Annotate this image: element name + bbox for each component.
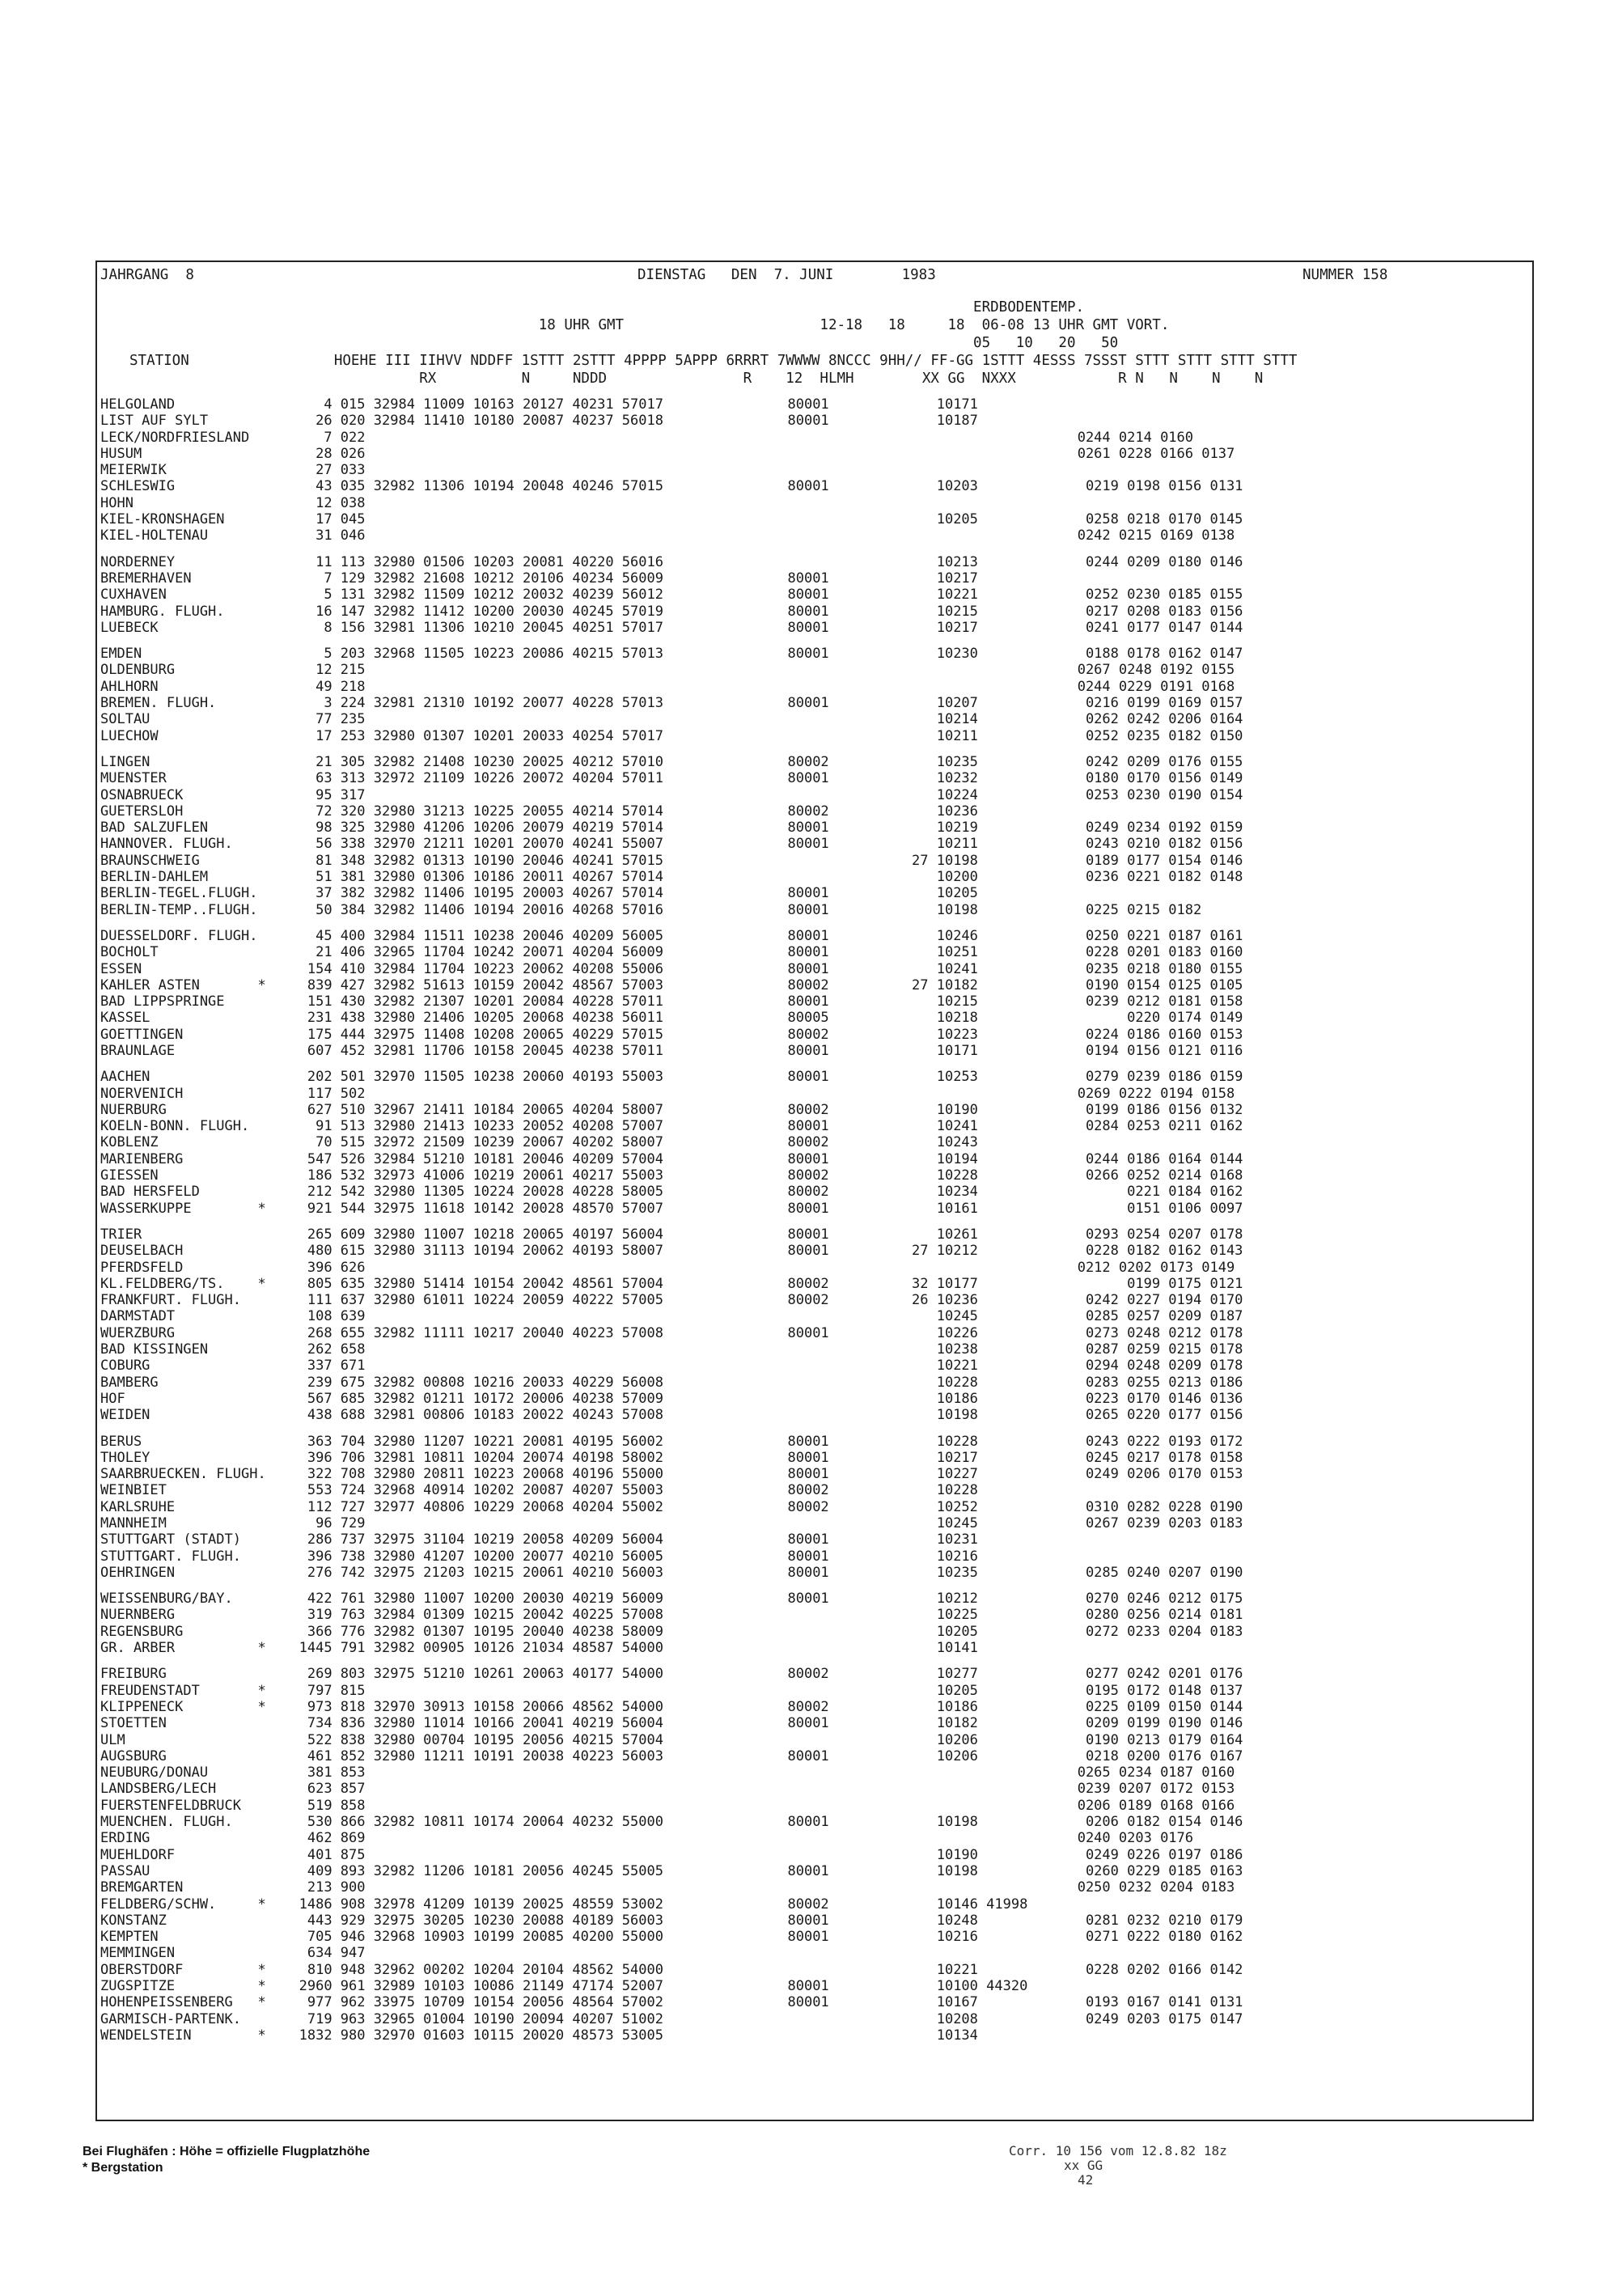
station-row: FREUDENSTADT * 797 815 10205 0195 0172 0148 0137 — [100, 1682, 1243, 1699]
station-row: HOF 567 685 32982 01211 10172 20006 40238 57009 10186 0223 0170 0146 0136 — [100, 1390, 1243, 1407]
station-row: WENDELSTEIN * 1832 980 32970 01603 10115 20020 48573 53005 10134 — [100, 2027, 978, 2044]
station-group — [100, 646, 1532, 744]
station-row: GOETTINGEN 175 444 32975 11408 10208 20065 40229 57015 80002 10223 0224 0186 0160 0153 — [100, 1026, 1243, 1043]
station-row: BERLIN-DAHLEM 51 381 32980 01306 10186 20011 40267 57014 10200 0236 0221 0182 0148 — [100, 869, 1243, 886]
station-row: BAD HERSFELD 212 542 32980 11305 10224 20028 40228 58005 80002 10234 0221 0184 0162 — [100, 1184, 1243, 1201]
station-row: SCHLESWIG 43 035 32982 11306 10194 20048 40246 57015 80001 10203 0219 0198 0156 0131 — [100, 478, 1243, 495]
station-row: NUERBURG 627 510 32967 21411 10184 20065 40204 58007 80002 10190 0199 0186 0156 0132 — [100, 1101, 1243, 1118]
station-row: KL.FELDBERG/TS. * 805 635 32980 51414 10154 20042 48561 57004 80002 32 10177 0199 0175 0121 — [100, 1275, 1243, 1292]
station-row: NORDERNEY 11 113 32980 01506 10203 20081 40220 56016 10213 0244 0209 0180 0146 — [100, 553, 1243, 570]
station-row: LIST AUF SYLT 26 020 32984 11410 10180 20087 40237 56018 80001 10187 — [100, 413, 978, 430]
station-row: KEMPTEN 705 946 32968 10903 10199 20085 40200 55000 80001 10216 0271 0222 0180 0162 — [100, 1929, 1243, 1946]
station-row: LUEBECK 8 156 32981 11306 10210 20045 40251 57017 80001 10217 0241 0177 0147 0144 — [100, 619, 1243, 636]
report-date: DIENSTAG DEN 7. JUNI 1983 — [637, 267, 936, 283]
station-row: TRIER 265 609 32980 11007 10218 20065 40197 56004 80001 10261 0293 0254 0207 0178 — [100, 1226, 1243, 1243]
station-row: MARIENBERG 547 526 32984 51210 10181 20046 40209 57004 80001 10194 0244 0186 0164 0144 — [100, 1150, 1243, 1167]
station-row: OEHRINGEN 276 742 32975 21203 10215 20061 40210 56003 80001 10235 0285 0240 0207 0190 — [100, 1564, 1243, 1581]
station-row: MUENSTER 63 313 32972 21109 10226 20072 40204 57011 80001 10232 0180 0170 0156 0149 — [100, 770, 1243, 787]
station-row: BAD KISSINGEN 262 658 10238 0287 0259 0215 0178 — [100, 1341, 1243, 1358]
station-row: NEUBURG/DONAU 381 853 0265 0234 0187 0160 — [100, 1764, 1235, 1781]
correction-line: xx GG — [1064, 2158, 1103, 2173]
footnote-airport-height: Bei Flughäfen : Höhe = offizielle Flugplatzhöhe — [83, 2145, 371, 2158]
station-row: HUSUM 28 026 0261 0228 0166 0137 — [100, 445, 1235, 462]
station-row: KAHLER ASTEN * 839 427 32982 51613 10159 20042 48567 57003 80002 27 10182 0190 0154 0125 0105 — [100, 976, 1243, 993]
station-row: DARMSTADT 108 639 10245 0285 0257 0209 0187 — [100, 1308, 1243, 1325]
station-row: NUERNBERG 319 763 32984 01309 10215 20042 40225 57008 10225 0280 0256 0214 0181 — [100, 1607, 1243, 1624]
column-header-line: RX N NDDD R 12 HLMH XX GG NXXX R N N N N — [129, 371, 1264, 387]
station-group — [100, 928, 1532, 1059]
station-row: FELDBERG/SCHW. * 1486 908 32978 41209 10139 20025 48559 53002 80002 10146 41998 — [100, 1896, 1028, 1913]
station-row: GUETERSLOH 72 320 32980 31213 10225 20055 40214 57014 80002 10236 — [100, 803, 978, 820]
report-number: NUMMER 158 — [1302, 267, 1388, 283]
station-row: MEMMINGEN 634 947 — [100, 1945, 366, 1962]
footnote-block — [83, 2144, 370, 2176]
station-row: LINGEN 21 305 32982 21408 10230 20025 40212 57010 80002 10235 0242 0209 0176 0155 — [100, 753, 1243, 770]
station-row: LECK/NORDFRIESLAND 7 022 0244 0214 0160 — [100, 429, 1194, 446]
correction-line: 42 — [1078, 2172, 1094, 2188]
station-group — [100, 1069, 1532, 1217]
station-row: WASSERKUPPE * 921 544 32975 11618 10142 20028 48570 57007 80001 10161 0151 0106 0097 — [100, 1200, 1243, 1217]
station-row: FUERSTENFELDBRUCK 519 858 0206 0189 0168 0166 — [100, 1797, 1235, 1814]
footnote-mountain-station: * Bergstation — [83, 2161, 163, 2175]
station-row: OBERSTDORF * 810 948 32962 00202 10204 20104 48562 54000 10221 0228 0202 0166 0142 — [100, 1961, 1243, 1978]
station-group — [100, 1666, 1532, 2044]
station-group — [100, 554, 1532, 636]
station-row: REGENSBURG 366 776 32982 01307 10195 20040 40238 58009 10205 0272 0233 0204 0183 — [100, 1623, 1243, 1640]
station-row: AACHEN 202 501 32970 11505 10238 20060 40193 55003 80001 10253 0279 0239 0186 0159 — [100, 1069, 1243, 1086]
station-row: FRANKFURT. FLUGH. 111 637 32980 61011 10224 20059 40222 57005 80002 26 10236 0242 0227 0194 0170 — [100, 1292, 1243, 1309]
station-row: HAMBURG. FLUGH. 16 147 32982 11412 10200 20030 40245 57019 80001 10215 0217 0208 0183 0156 — [100, 603, 1243, 620]
station-row: ZUGSPITZE * 2960 961 32989 10103 10086 21149 47174 52007 80001 10100 44320 — [100, 1978, 1028, 1995]
station-row: KOBLENZ 70 515 32972 21509 10239 20067 40202 58007 80002 10243 — [100, 1134, 978, 1151]
station-row: BAMBERG 239 675 32982 00808 10216 20033 40229 56008 10228 0283 0255 0213 0186 — [100, 1374, 1243, 1391]
station-row: GARMISCH-PARTENK. 719 963 32965 01004 10190 20094 40207 51002 10208 0249 0203 0175 0147 — [100, 2010, 1243, 2027]
station-row: BAD SALZUFLEN 98 325 32980 41206 10206 20079 40219 57014 80001 10219 0249 0234 0192 0159 — [100, 820, 1243, 837]
column-header-line: ERDBODENTEMP. — [129, 299, 1085, 316]
station-row: BERLIN-TEGEL.FLUGH. 37 382 32982 11406 10195 20003 40267 57014 80001 10205 — [100, 885, 978, 902]
station-row: AUGSBURG 461 852 32980 11211 10191 20038 40223 56003 80001 10206 0218 0200 0176 0167 — [100, 1747, 1243, 1764]
station-row: KASSEL 231 438 32980 21406 10205 20068 40238 56011 80005 10218 0220 0174 0149 — [100, 1010, 1243, 1027]
station-row: WEISSENBURG/BAY. 422 761 32980 11007 10200 20030 40219 56009 80001 10212 0270 0246 0212 0175 — [100, 1591, 1243, 1608]
station-row: COBURG 337 671 10221 0294 0248 0209 0178 — [100, 1358, 1243, 1375]
station-row: DEUSELBACH 480 615 32980 31113 10194 20062 40193 58007 80001 27 10212 0228 0182 0162 0143 — [100, 1243, 1243, 1260]
station-row: CUXHAVEN 5 131 32982 11509 10212 20032 40239 56012 80001 10221 0252 0230 0185 0155 — [100, 587, 1243, 604]
station-row: BOCHOLT 21 406 32965 11704 10242 20071 40204 56009 80001 10251 0228 0201 0183 0160 — [100, 944, 1243, 961]
station-row: HOHENPEISSENBERG * 977 962 33975 10709 10154 20056 48564 57002 80001 10167 0193 0167 0141 0131 — [100, 1994, 1243, 2011]
station-row: LUECHOW 17 253 32980 01307 10201 20033 40254 57017 10211 0252 0235 0182 0150 — [100, 727, 1243, 744]
station-row: EMDEN 5 203 32968 11505 10223 20086 40215 57013 80001 10230 0188 0178 0162 0147 — [100, 646, 1243, 663]
column-header-line: STATION HOEHE III IIHVV NDDFF 1STTT 2STTT 4PPPP 5APPP 6RRRT 7WWWW 8NCCC 9HH// FF-GG 1STTT 4ESSS 7SSST STTT STTT STTT STTT — [129, 353, 1298, 369]
station-row: STUTTGART (STADT) 286 737 32975 31104 10219 20058 40209 56004 80001 10231 — [100, 1531, 978, 1548]
station-row: BERLIN-TEMP..FLUGH. 50 384 32982 11406 10194 20016 40268 57016 80001 10198 0225 0215 0182 — [100, 901, 1202, 918]
station-row: GR. ARBER * 1445 791 32982 00905 10126 21034 48587 54000 10141 — [100, 1640, 978, 1657]
station-row: BERUS 363 704 32980 11207 10221 20081 40195 56002 80001 10228 0243 0222 0193 0172 — [100, 1433, 1243, 1450]
station-group — [100, 1226, 1532, 1424]
station-row: OLDENBURG 12 215 0267 0248 0192 0155 — [100, 662, 1235, 679]
station-row: BAD LIPPSPRINGE 151 430 32982 21307 10201 20084 40228 57011 80001 10215 0239 0212 0181 0158 — [100, 993, 1243, 1010]
station-row: HELGOLAND 4 015 32984 11009 10163 20127 40231 57017 80001 10171 — [100, 396, 978, 413]
station-row: NOERVENICH 117 502 0269 0222 0194 0158 — [100, 1085, 1235, 1102]
station-row: THOLEY 396 706 32981 10811 10204 20074 40198 58002 80001 10217 0245 0217 0178 0158 — [100, 1449, 1243, 1466]
station-row: WEINBIET 553 724 32968 40914 10202 20087 40207 55003 80002 10228 — [100, 1482, 978, 1499]
station-row: KARLSRUHE 112 727 32977 40806 10229 20068 40204 55002 80002 10252 0310 0282 0228 0190 — [100, 1498, 1243, 1515]
station-row: BRAUNSCHWEIG 81 348 32982 01313 10190 20046 40241 57015 27 10198 0189 0177 0154 0146 — [100, 852, 1243, 869]
station-row: KOELN-BONN. FLUGH. 91 513 32980 21413 10233 20052 40208 57007 80001 10241 0284 0253 0211 0162 — [100, 1118, 1243, 1135]
station-row: KLIPPENECK * 973 818 32970 30913 10158 20066 48562 54000 80002 10186 0225 0109 0150 0144 — [100, 1698, 1243, 1715]
station-row: BREMEN. FLUGH. 3 224 32981 21310 10192 20077 40228 57013 80001 10207 0216 0199 0169 0157 — [100, 695, 1243, 712]
column-header-line: 18 UHR GMT 12-18 18 18 06-08 13 UHR GMT VORT. — [129, 317, 1170, 333]
station-row: MANNHEIM 96 729 10245 0267 0239 0203 0183 — [100, 1515, 1243, 1531]
station-row: SAARBRUECKEN. FLUGH. 322 708 32980 20811 10223 20068 40196 55000 80001 10227 0249 0206 0170 0153 — [100, 1466, 1243, 1483]
station-row: BRAUNLAGE 607 452 32981 11706 10158 20045 40238 57011 80001 10171 0194 0156 0121 0116 — [100, 1042, 1243, 1059]
station-group — [100, 1591, 1532, 1656]
station-table — [100, 396, 1532, 2053]
station-row: SOLTAU 77 235 10214 0262 0242 0206 0164 — [100, 711, 1243, 728]
station-group — [100, 1434, 1532, 1582]
station-row: BREMGARTEN 213 900 0250 0232 0204 0183 — [100, 1879, 1235, 1896]
station-row: HOHN 12 038 — [100, 494, 366, 511]
correction-note — [1009, 2144, 1227, 2188]
station-row: LANDSBERG/LECH 623 857 0239 0207 0172 0153 — [100, 1781, 1235, 1798]
station-row: DUESSELDORF. FLUGH. 45 400 32984 11511 10238 20046 40209 56005 80001 10246 0250 0221 0187 0161 — [100, 927, 1243, 944]
station-row: MEIERWIK 27 033 — [100, 462, 366, 479]
station-row: HANNOVER. FLUGH. 56 338 32970 21211 10201 20070 40241 55007 80001 10211 0243 0210 0182 0156 — [100, 836, 1243, 853]
station-row: AHLHORN 49 218 0244 0229 0191 0168 — [100, 678, 1235, 695]
station-group — [100, 754, 1532, 918]
station-row: KIEL-HOLTENAU 31 046 0242 0215 0169 0138 — [100, 527, 1235, 544]
station-group — [100, 396, 1532, 544]
station-row: ESSEN 154 410 32984 11704 10223 20062 40208 55006 80001 10241 0235 0218 0180 0155 — [100, 960, 1243, 977]
correction-line: Corr. 10 156 vom 12.8.82 18z — [1009, 2143, 1227, 2158]
station-row: PASSAU 409 893 32982 11206 10181 20056 40245 55005 80001 10198 0260 0229 0185 0163 — [100, 1862, 1243, 1879]
station-row: GIESSEN 186 532 32973 41006 10219 20061 40217 55003 80002 10228 0266 0252 0214 0168 — [100, 1167, 1243, 1184]
station-row: STOETTEN 734 836 32980 11014 10166 20041 40219 56004 80001 10182 0209 0199 0190 0146 — [100, 1715, 1243, 1732]
jahrgang-label: JAHRGANG 8 — [100, 267, 194, 283]
station-row: ERDING 462 869 0240 0203 0176 — [100, 1830, 1194, 1847]
station-row: BREMERHAVEN 7 129 32982 21608 10212 20106 40234 56009 80001 10217 — [100, 570, 978, 587]
station-row: PFERDSFELD 396 626 0212 0202 0173 0149 — [100, 1259, 1235, 1276]
column-header-line: 05 10 20 50 — [129, 335, 1119, 351]
station-row: OSNABRUECK 95 317 10224 0253 0230 0190 0154 — [100, 786, 1243, 803]
station-row: ULM 522 838 32980 00704 10195 20056 40215 57004 10206 0190 0213 0179 0164 — [100, 1731, 1243, 1748]
station-row: MUEHLDORF 401 875 10190 0249 0226 0197 0186 — [100, 1846, 1243, 1863]
station-row: KONSTANZ 443 929 32975 30205 10230 20088 40189 56003 80001 10248 0281 0232 0210 0179 — [100, 1912, 1243, 1929]
station-row: KIEL-KRONSHAGEN 17 045 10205 0258 0218 0170 0145 — [100, 511, 1243, 528]
station-row: FREIBURG 269 803 32975 51210 10261 20063 40177 54000 80002 10277 0277 0242 0201 0176 — [100, 1666, 1243, 1683]
station-row: MUENCHEN. FLUGH. 530 866 32982 10811 10174 20064 40232 55000 80001 10198 0206 0182 0154 0146 — [100, 1814, 1243, 1831]
station-row: WUERZBURG 268 655 32982 11111 10217 20040 40223 57008 80001 10226 0273 0248 0212 0178 — [100, 1324, 1243, 1341]
station-row: WEIDEN 438 688 32981 00806 10183 20022 40243 57008 10198 0265 0220 0177 0156 — [100, 1407, 1243, 1424]
station-row: STUTTGART. FLUGH. 396 738 32980 41207 10200 20077 40210 56005 80001 10216 — [100, 1548, 978, 1565]
